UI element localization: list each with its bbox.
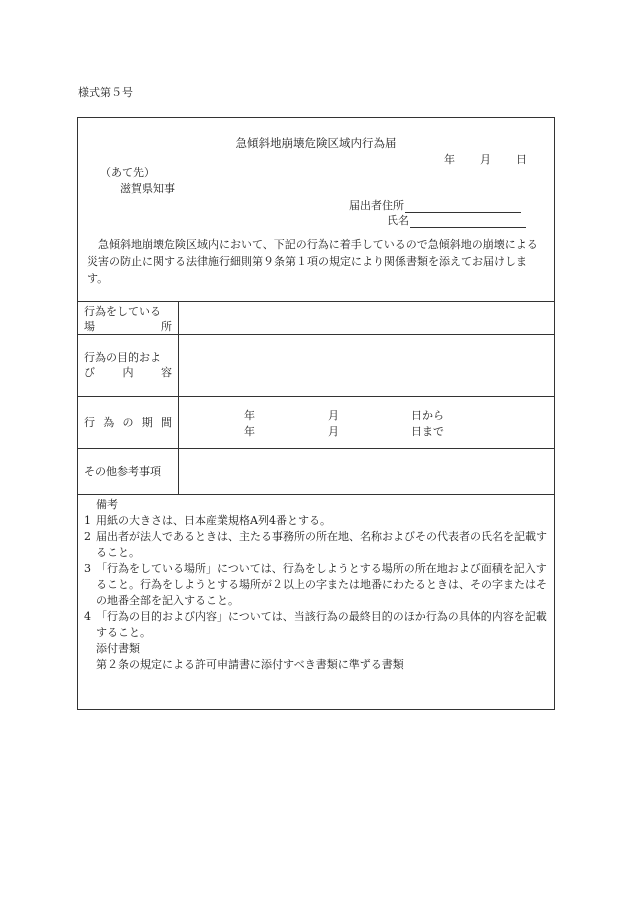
remarks-heading: 備考 — [96, 498, 118, 511]
remarks-item: 1 用紙の大きさは、日本産業規格A列4番とする。 — [84, 514, 331, 527]
remarks-section — [84, 497, 548, 673]
period-to-month: 月 — [328, 425, 339, 438]
remarks-item: 2 届出者が法人であるときは、主たる事務所の所在地、名称およびその代表者の氏名を記載すること。 — [84, 530, 547, 559]
notifier-name-row — [349, 212, 526, 228]
intro-text: 急傾斜地崩壊危険区域内において、下記の行為に着手しているので急傾斜地の崩壊による災害の防止に関する法律施行細則第９条第１項の規定により関係書類を添えてお届けします。 — [87, 238, 538, 285]
attachments-heading: 添付書類 — [96, 642, 140, 655]
purpose-label-line2: び 内 容 — [84, 366, 172, 379]
purpose-label — [84, 350, 172, 380]
period-from-month: 月 — [328, 409, 339, 422]
date-month-label: 月 — [480, 153, 491, 166]
place-label-line2: 場 所 — [84, 320, 172, 333]
period-from-year: 年 — [244, 409, 255, 422]
place-label-line1: 行為をしている — [84, 305, 161, 318]
addressee-name: 滋賀県知事 — [120, 182, 175, 195]
place-label — [84, 304, 172, 334]
table-divider — [78, 494, 554, 495]
notifier-address-row — [349, 197, 521, 213]
period-label: 行 為 の 期 間 — [84, 416, 172, 429]
period-to-year: 年 — [244, 425, 255, 438]
remarks-item: 4 「行為の目的および内容」については、当該行為の最終目的のほか行為の具体的内容を記載すること。 — [84, 610, 547, 639]
date-year-label: 年 — [444, 153, 455, 166]
period-to-day: 日まで — [411, 425, 444, 438]
period-from-day: 日から — [411, 409, 444, 422]
purpose-label-line1: 行為の目的およ — [84, 351, 161, 364]
remarks-item: 3 「行為をしている場所」については、行為をしようとする場所の所在地および面積を記入すること。行為をしようとする場所が２以上の字または地番にわたるときは、その字またはその地番全部を記入すること。 — [84, 562, 547, 607]
addressee-label: （あて先） — [100, 166, 155, 179]
date-day-label: 日 — [516, 153, 527, 166]
notifier-name-label: 氏名 — [387, 214, 409, 227]
form-number: 様式第５号 — [78, 86, 133, 99]
notifier-name-line[interactable] — [410, 215, 526, 228]
notification-form — [77, 117, 555, 710]
place-field[interactable] — [179, 302, 555, 334]
other-field[interactable] — [179, 449, 555, 494]
attachments-text: 第２条の規定による許可申請書に添付すべき書類に準ずる書類 — [96, 658, 404, 671]
other-label: その他参考事項 — [84, 465, 161, 478]
table-divider — [78, 396, 554, 397]
form-title: 急傾斜地崩壊危険区域内行為届 — [235, 136, 397, 150]
purpose-field[interactable] — [179, 335, 555, 396]
notifier-address-label: 届出者住所 — [349, 199, 404, 212]
